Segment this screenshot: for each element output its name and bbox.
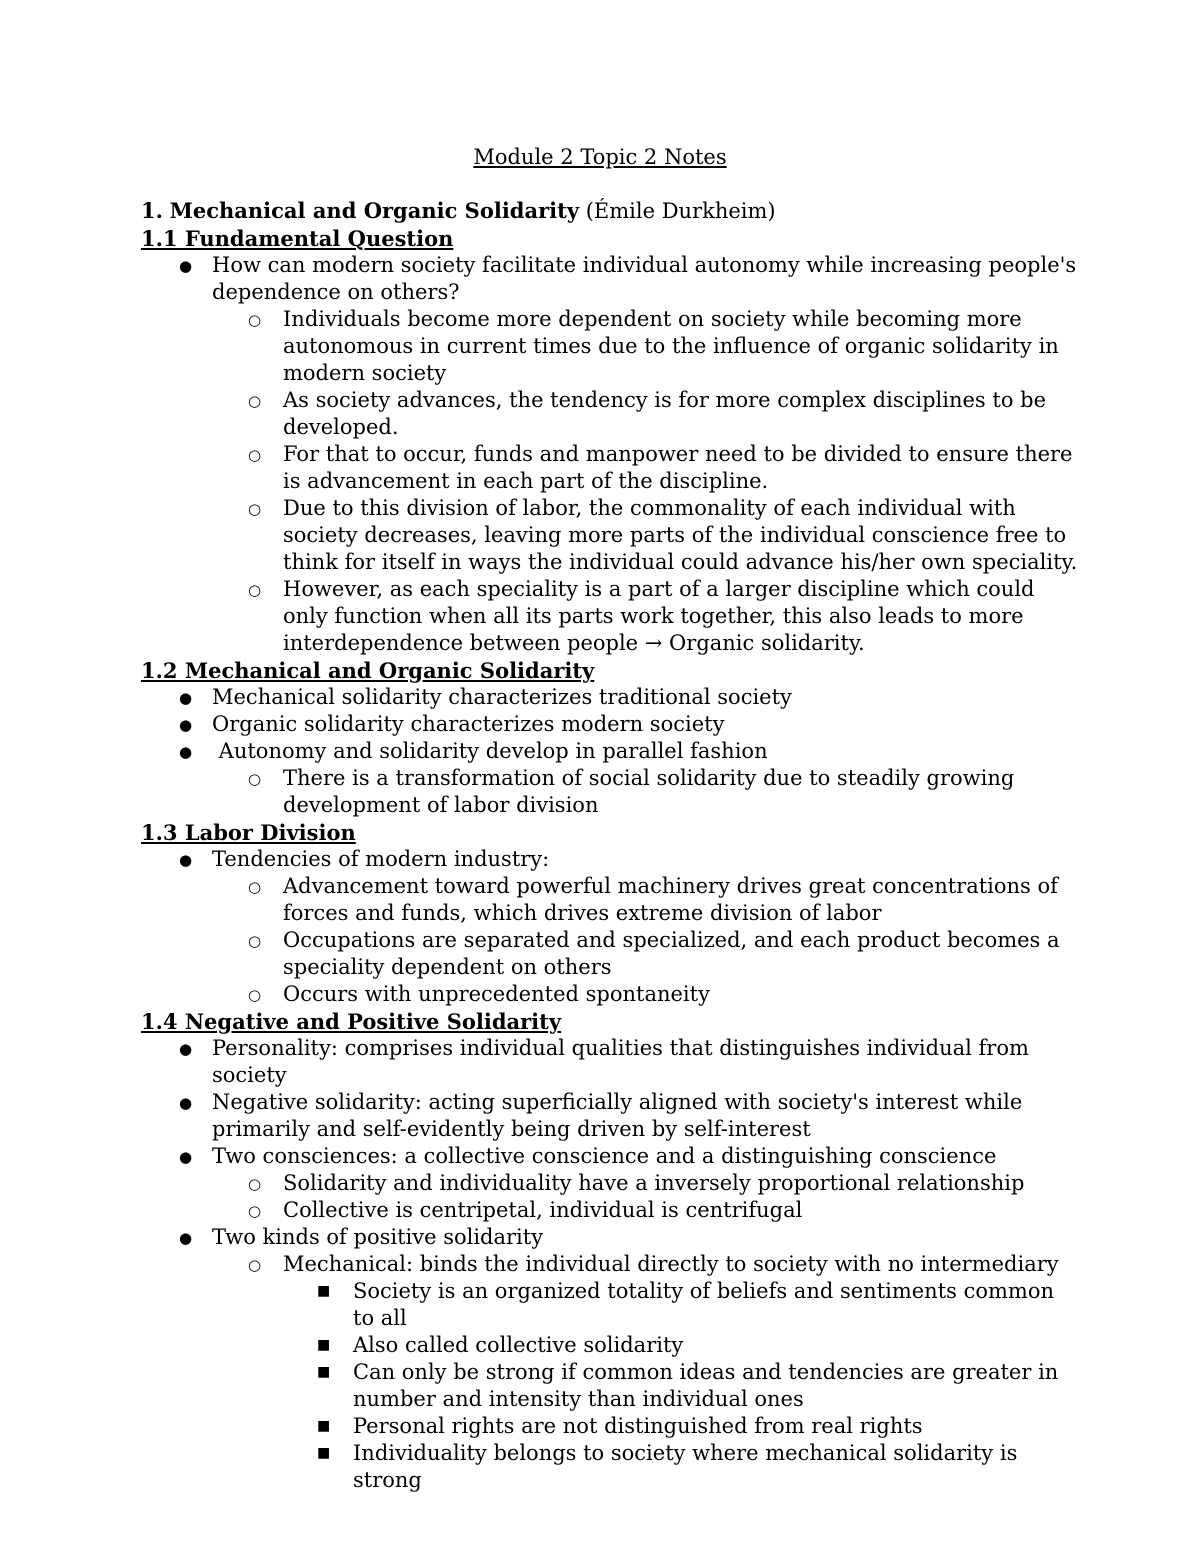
list-item-text: Also called collective solidarity [353,1333,684,1357]
subheading-1-3: 1.3 Labor Division [141,820,356,845]
list-item-text: Can only be strong if common ideas and tendencies are greater in number and intensity than individual ones [353,1360,1059,1411]
list-item-text: Organic solidarity characterizes modern society [212,712,725,736]
list-item-text: Occupations are separated and specialized, and each product becomes a speciality dependent on others [283,928,1060,979]
list-item [141,1413,1081,1440]
list-1-3 [141,846,1081,1008]
list-item [141,306,1081,387]
subheading-1-1: 1.1 Fundamental Question [141,226,454,251]
bullet-icon: ● [179,257,193,275]
square-bullet-icon: ■ [317,1337,331,1353]
section-number: 1. [141,198,163,223]
circle-bullet-icon: ○ [248,311,262,329]
list-item-text: Mechanical solidarity characterizes traditional society [212,685,792,709]
circle-bullet-icon: ○ [248,581,262,599]
list-item-text: Due to this division of labor, the commonality of each individual with society decreases, leaving more parts of the individual conscience free to think for itself in ways the individual could advance his/her own speciality. [283,496,1078,574]
list-item [141,1251,1081,1278]
list-item-text: Mechanical: binds the individual directly to society with no intermediary [283,1252,1059,1276]
circle-bullet-icon: ○ [248,446,262,464]
bullet-icon: ● [179,716,193,734]
circle-bullet-icon: ○ [248,770,262,788]
list-item [141,1278,1081,1332]
circle-bullet-icon: ○ [248,1256,262,1274]
list-item-text: Collective is centripetal, individual is centrifugal [283,1198,803,1222]
bullet-icon: ● [179,1094,193,1112]
bullet-icon: ● [179,743,193,761]
list-item [141,846,1081,873]
list-item-text: Society is an organized totality of beliefs and sentiments common to all [353,1279,1054,1330]
square-bullet-icon: ■ [317,1283,331,1299]
list-item [141,252,1081,306]
list-1-1 [141,252,1081,657]
list-item [141,738,1081,765]
list-item [141,441,1081,495]
list-item-text: Individuality belongs to society where mechanical solidarity is strong [353,1441,1018,1492]
list-item-text: Two kinds of positive solidarity [212,1225,544,1249]
bullet-icon: ● [179,1229,193,1247]
bullet-icon: ● [179,689,193,707]
list-item [141,387,1081,441]
circle-bullet-icon: ○ [248,878,262,896]
square-bullet-icon: ■ [317,1445,331,1461]
list-item [141,1332,1081,1359]
list-item [141,927,1081,981]
list-item [141,1224,1081,1251]
circle-bullet-icon: ○ [248,986,262,1004]
list-item [141,981,1081,1008]
circle-bullet-icon: ○ [248,500,262,518]
list-item-text: For that to occur, funds and manpower need to be divided to ensure there is advancement in each part of the discipline. [283,442,1073,493]
list-item-text: Solidarity and individuality have a inversely proportional relationship [283,1171,1025,1195]
square-bullet-icon: ■ [317,1418,331,1434]
circle-bullet-icon: ○ [248,932,262,950]
subheading-1-2: 1.2 Mechanical and Organic Solidarity [141,658,595,683]
list-item-text: There is a transformation of social solidarity due to steadily growing development of labor division [283,766,1015,817]
list-item-text: Two consciences: a collective conscience and a distinguishing conscience [212,1144,997,1168]
list-item-text: Personality: comprises individual qualities that distinguishes individual from society [212,1036,1029,1087]
list-item [141,495,1081,576]
bullet-icon: ● [179,851,193,869]
list-item [141,1089,1081,1143]
list-item [141,711,1081,738]
list-item-text: Negative solidarity: acting superficially aligned with society's interest while primarily and self-evidently being driven by self-interest [212,1090,1023,1141]
square-bullet-icon: ■ [317,1364,331,1380]
list-item-text: How can modern society facilitate individual autonomy while increasing people's dependence on others? [212,253,1077,304]
bullet-icon: ● [179,1040,193,1058]
list-item [141,1143,1081,1170]
list-1-2 [141,684,1081,819]
document-body [141,197,1081,1494]
list-item [141,765,1081,819]
list-item-text: Autonomy and solidarity develop in parallel fashion [212,739,768,763]
list-1-4 [141,1035,1081,1494]
section-author: (Émile Durkheim) [585,199,776,223]
list-item [141,1170,1081,1197]
section-heading-1 [141,197,1081,225]
section-title: Mechanical and Organic Solidarity [169,198,580,223]
bullet-icon: ● [179,1148,193,1166]
circle-bullet-icon: ○ [248,1202,262,1220]
list-item [141,576,1081,657]
list-item-text: Occurs with unprecedented spontaneity [283,982,710,1006]
circle-bullet-icon: ○ [248,1175,262,1193]
circle-bullet-icon: ○ [248,392,262,410]
page-title: Module 2 Topic 2 Notes [473,145,727,169]
subheading-1-4: 1.4 Negative and Positive Solidarity [141,1009,562,1034]
list-item-text: Tendencies of modern industry: [212,847,550,871]
list-item [141,1359,1081,1413]
list-item [141,684,1081,711]
list-item [141,1197,1081,1224]
list-item-text: As society advances, the tendency is for more complex disciplines to be developed. [283,388,1047,439]
list-item-text: Personal rights are not distinguished from real rights [353,1414,923,1438]
list-item [141,1440,1081,1494]
list-item-text: Individuals become more dependent on society while becoming more autonomous in current times due to the influence of organic solidarity in modern society [283,307,1059,385]
list-item-text: However, as each speciality is a part of a larger discipline which could only function when all its parts work together, this also leads to more interdependence between people → Organic solidarity. [283,577,1035,655]
list-item [141,1035,1081,1089]
list-item [141,873,1081,927]
list-item-text: Advancement toward powerful machinery drives great concentrations of forces and funds, which drives extreme division of labor [283,874,1058,925]
